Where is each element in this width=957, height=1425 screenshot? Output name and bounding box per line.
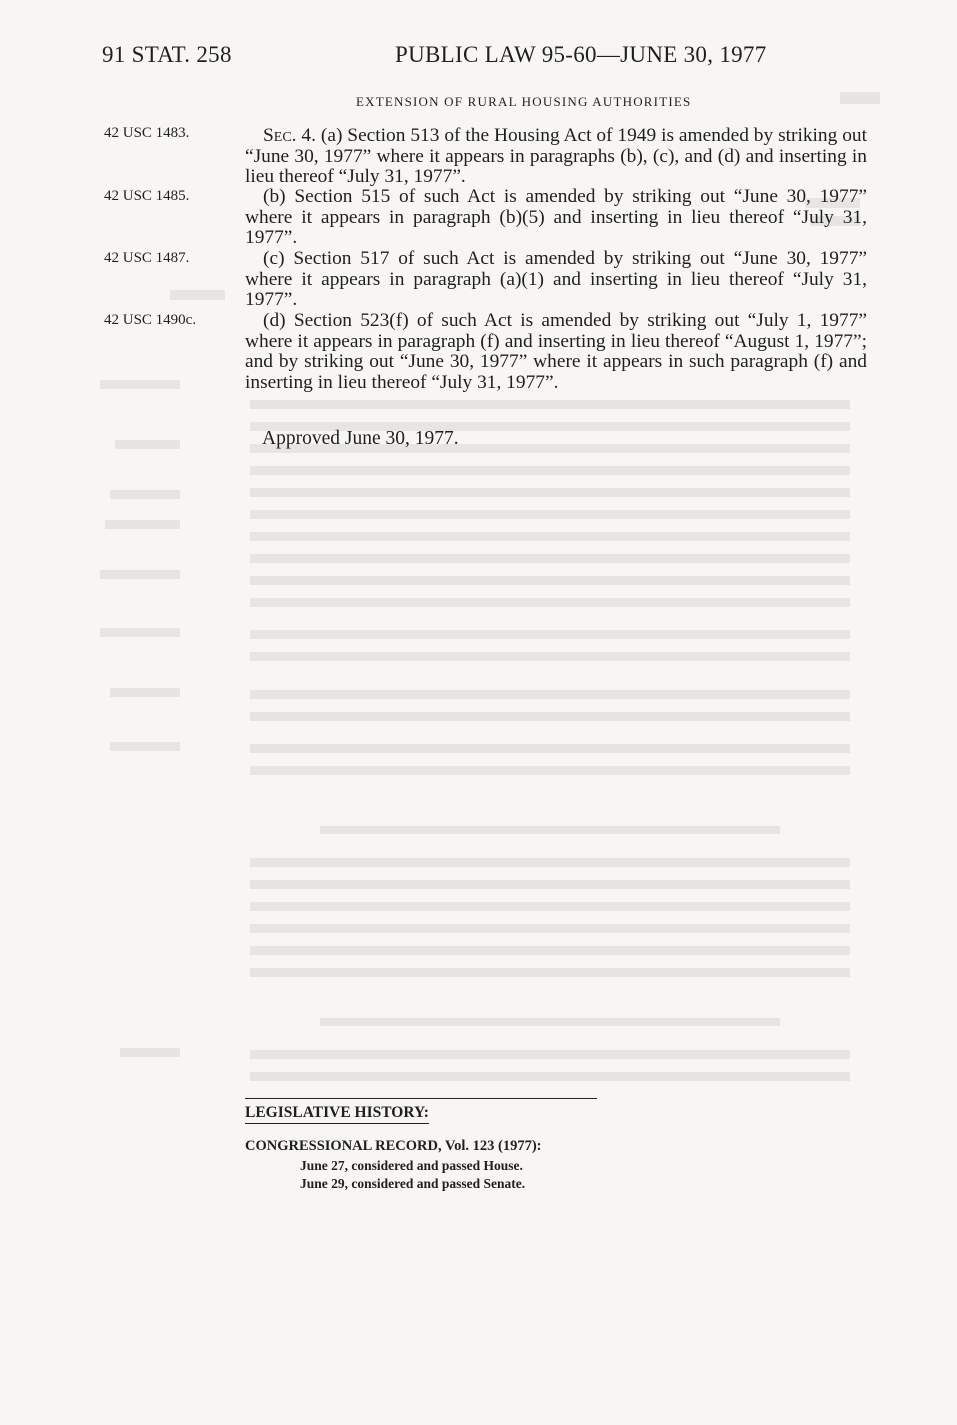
paragraph-sec-4-c (245, 249, 867, 311)
margin-note-usc-1483: 42 USC 1483. (104, 125, 190, 141)
paragraph-text: (a) Section 513 of the Housing Act of 1949 is amended by striking out “June 30, 1977” where it appears in paragraphs (b), (c), and (d) and inserting in lieu thereof “July 31, 1977”. (245, 125, 867, 187)
stat-page-number: 91 STAT. 258 (102, 42, 232, 67)
running-title: PUBLIC LAW 95-60—JUNE 30, 1977 (395, 42, 767, 67)
divider-rule (245, 1098, 597, 1099)
history-entry-senate: June 29, considered and passed Senate. (300, 1176, 526, 1191)
congressional-record-citation: CONGRESSIONAL RECORD, Vol. 123 (1977): (245, 1138, 542, 1154)
paragraph-sec-4-b (245, 187, 867, 249)
margin-note-usc-1485: 42 USC 1485. (104, 188, 190, 204)
paragraph-text: (d) Section 523(f) of such Act is amended by striking out “July 1, 1977” where it appears in paragraph (f) and inserting in lieu thereof “August 1, 1977”; and by striking out “June 30, 1977” where it appears in such paragraph (f) and inserting in lieu thereof “July 31, 1977”. (245, 310, 867, 393)
paragraph-text: (b) Section 515 of such Act is amended by striking out “June 30, 1977” where it appears in paragraph (b)(5) and inserting in lieu thereof “July 31, 1977”. (245, 186, 867, 248)
paragraph-text: (c) Section 517 of such Act is amended by striking out “June 30, 1977” where it appears in paragraph (a)(1) and inserting in lieu thereof “July 31, 1977”. (245, 248, 867, 310)
paragraph-sec-4-d (245, 311, 867, 393)
margin-note-usc-1490c: 42 USC 1490c. (104, 312, 197, 328)
section-label: Sec. 4. (263, 125, 316, 146)
legislative-history-title: LEGISLATIVE HISTORY: (245, 1104, 429, 1124)
margin-note-usc-1487: 42 USC 1487. (104, 250, 190, 266)
history-entry-house: June 27, considered and passed House. (300, 1158, 523, 1173)
approval-date: Approved June 30, 1977. (262, 428, 459, 449)
paragraph-sec-4-a (245, 126, 867, 188)
section-heading: EXTENSION OF RURAL HOUSING AUTHORITIES (356, 94, 692, 109)
